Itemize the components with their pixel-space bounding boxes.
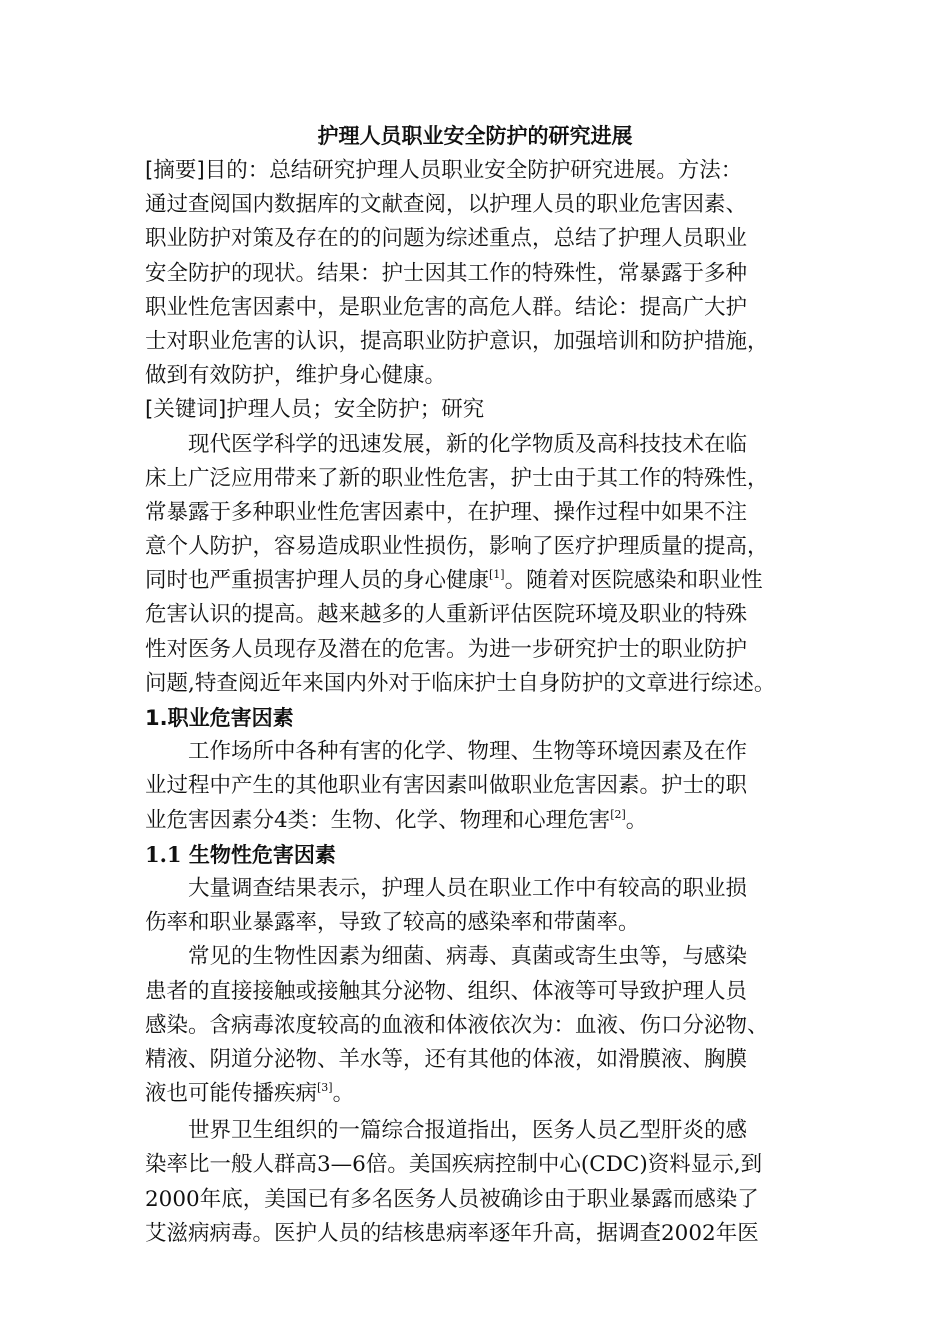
abstract-line: 职业防护对策及存在的的问题为综述重点，总结了护理人员职业	[145, 226, 748, 252]
abstract-line: 职业性危害因素中，是职业危害的高危人群。结论：提高广大护	[145, 294, 748, 320]
abstract-line: 士对职业危害的认识，提高职业防护意识，加强培训和防护措施，	[145, 328, 769, 354]
paragraph-line: 常见的生物性因素为细菌、病毒、真菌或寄生虫等，与感染	[188, 944, 748, 970]
keywords-paragraph	[145, 393, 805, 427]
paragraph-line: 2000年底，美国已有多名医务人员被确诊由于职业暴露而感染了	[145, 1186, 759, 1212]
intro-line: 现代医学科学的迅速发展，新的化学物质及高科技技术在临	[188, 431, 748, 457]
paragraph-line: 世界卫生组织的一篇综合报道指出，医务人员乙型肝炎的感	[188, 1118, 748, 1144]
paragraph-line: 液也可能传播疾病[3]。	[145, 1081, 355, 1107]
abstract-line: 通过查阅国内数据库的文献查阅，以护理人员的职业危害因素、	[145, 192, 748, 218]
paragraph-line: 艾滋病病毒。医护人员的结核患病率逐年升高，据调查2002年医	[145, 1220, 759, 1246]
abstract-line: [摘要]目的：总结研究护理人员职业安全防护研究进展。方法：	[145, 158, 743, 183]
section-heading: 1.职业危害因素	[145, 706, 294, 730]
intro-line: 意个人防护，容易造成职业性损伤，影响了医疗护理质量的提高，	[145, 534, 769, 560]
section1-line: 工作场所中各种有害的化学、物理、生物等环境因素及在作	[188, 739, 748, 765]
paragraph-line: 染率比一般人群高3—6倍。美国疾病控制中心(CDC)资料显示,到	[145, 1152, 763, 1178]
section1-line: 业危害因素分4类：生物、化学、物理和心理危害[2]。	[145, 807, 648, 833]
document-page	[145, 118, 805, 1251]
paragraph-line: 感染。含病毒浓度较高的血液和体液依次为：血液、伤口分泌物、	[145, 1012, 769, 1038]
paragraph-line: 大量调查结果表示，护理人员在职业工作中有较高的职业损	[188, 875, 748, 901]
abstract-paragraph	[145, 154, 805, 393]
subsection-paragraph-2	[145, 940, 805, 1111]
keywords-label: [关键词]	[145, 397, 227, 423]
intro-line: 性对医务人员现存及潜在的危害。为进一步研究护士的职业防护	[145, 636, 748, 662]
citation-ref: [2]	[610, 807, 626, 821]
keywords-text: 护理人员；安全防护；研究	[226, 397, 485, 423]
section1-paragraph	[145, 735, 805, 838]
paragraph-line: 伤率和职业暴露率，导致了较高的感染率和带菌率。	[145, 910, 640, 936]
intro-line: 常暴露于多种职业性危害因素中，在护理、操作过程中如果不注	[145, 499, 748, 525]
subsection-heading: 1.1 生物性危害因素	[145, 841, 336, 867]
citation-ref: [3]	[317, 1081, 333, 1095]
document-title: 护理人员职业安全防护的研究进展	[317, 124, 633, 148]
intro-paragraph	[145, 428, 805, 702]
citation-ref: [1]	[489, 568, 505, 582]
keywords-line	[145, 393, 805, 427]
intro-line: 床上广泛应用带来了新的职业性危害，护士由于其工作的特殊性，	[145, 465, 769, 491]
paragraph-line: 精液、阴道分泌物、羊水等，还有其他的体液，如滑膜液、胸膜	[145, 1046, 748, 1072]
abstract-label: [摘要]	[145, 158, 205, 183]
intro-line: 同时也严重损害护理人员的身心健康[1]。随着对医院感染和职业性	[145, 568, 763, 594]
abstract-line: 安全防护的现状。结果：护士因其工作的特殊性，常暴露于多种	[145, 260, 748, 286]
section1-line: 业过程中产生的其他职业有害因素叫做职业危害因素。护士的职	[145, 773, 748, 799]
subsection-paragraph-1	[145, 872, 805, 940]
intro-line: 问题,特查阅近年来国内外对于临床护士自身防护的文章进行综述。	[145, 670, 776, 696]
intro-line: 危害认识的提高。越来越多的人重新评估医院环境及职业的特殊	[145, 602, 748, 628]
abstract-line: 做到有效防护，维护身心健康。	[145, 363, 447, 389]
paragraph-line: 患者的直接接触或接触其分泌物、组织、体液等可导致护理人员	[145, 978, 748, 1004]
subsection-paragraph-3	[145, 1114, 805, 1251]
